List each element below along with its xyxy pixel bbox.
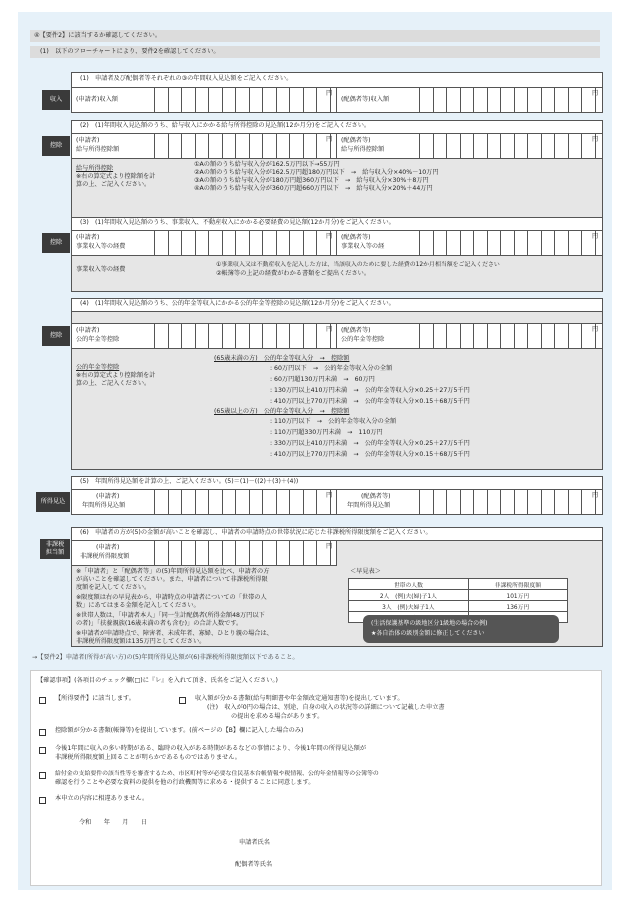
table-row [349, 601, 568, 612]
field-label: (配偶者等) [361, 493, 391, 500]
field-label: 給与所得控除額 [76, 146, 120, 153]
section-3-title: (3) (1)年間収入見込額のうち、事業収入、不動産収入にかかる必要経費の見込額(12か月分)をご記入ください。 [80, 219, 395, 226]
tooltip-line-1: (生活保護基準の級地区分1級地の場合の例) [371, 620, 488, 627]
confirmation-title: 【確認事項】(各項目のチェック欄(□)に『レ』を入れて頂き、氏名をご記入ください。) [37, 677, 278, 684]
yen-unit: 円 [592, 326, 599, 333]
deduction-document-label: 控除額が分かる書類(帳簿等)を提出しています。(前ページの【B】欄に記入した場合のみ) [55, 727, 304, 734]
income-document-label: 収入額が分かる書類(給与明細書や年金額改定通知書等)を提出しています。 [195, 695, 404, 702]
deduction-tag: 控除 [42, 233, 70, 253]
field-label: (申請者) [76, 234, 100, 241]
income-tag: 収入 [42, 90, 70, 110]
under65-rule-2: : 60万円超130万円未満 → 60万円 [270, 376, 375, 383]
consent-label: 給付金の支給要件の該当性等を審査するため、市区町村等が必要な住民基本台帳情報や税情報、公的年金情報等の公簿等の [55, 771, 379, 777]
income-document-checkbox[interactable] [179, 697, 186, 704]
yen-unit: 円 [326, 492, 333, 499]
income-requirement-checkbox[interactable] [39, 697, 46, 704]
application-form-page [18, 12, 612, 890]
field-label: (配偶者等) [341, 327, 371, 334]
table-header: 非課税所得限度額 [468, 579, 567, 590]
table-cell: 3人 (例)夫婦子1人 [349, 601, 469, 612]
yen-unit: 円 [592, 492, 599, 499]
field-label: 非課税所得限度額 [80, 553, 130, 560]
under65-rule-1: : 60万円以下 → 公的年金等収入分の全額 [270, 365, 393, 372]
under65-rule-4: : 410万円以上770万円未満 → 公的年金等収入分×0.15＋68万5千円 [270, 398, 470, 405]
s6-note-3: 度額を記入してください。 [76, 584, 151, 591]
table-cell: 101万円 [468, 590, 567, 601]
yen-unit: 円 [592, 90, 599, 97]
pension-note-line2: 算の上、ご記入ください。 [76, 380, 151, 387]
deduction-tag: 控除 [42, 136, 70, 156]
yen-unit: 円 [326, 543, 333, 550]
applicant-income-estimate-field[interactable] [71, 489, 337, 515]
confirmation-section [30, 670, 602, 886]
business-note-1: ①事業収入又は不動産収入を記入した方は、当該収入のために要した経費の12か月相当額をご記入ください [216, 262, 500, 268]
table-row [349, 590, 568, 601]
over65-rule-1: : 110万円以下 → 公的年金等収入分の全額 [270, 418, 397, 425]
under65-rule-3: : 130万円以上410万円未満 → 公的年金等収入分×0.25＋27万5千円 [270, 387, 470, 394]
section-2-title: (2) (1)年間収入見込額のうち、給与収入にかかる給与所得控除の見込額(12か月分)をご記入ください。 [80, 122, 371, 129]
applicant-pension-deduction-field[interactable] [71, 323, 337, 349]
digit-cells [154, 134, 331, 158]
field-label: 年間所得見込額 [82, 502, 126, 509]
salary-formula-4: ④Aの額のうち給与収入分が360万円超660万円以下 → 給与収入分×20%＋44万円 [194, 185, 433, 192]
tax-exempt-tag-line2: 担当額 [45, 549, 65, 556]
digit-cells [154, 324, 331, 348]
salary-note-line2: 算の上、ご記入ください。 [76, 181, 151, 188]
income-outlook-label: 今後1年間に収入の多い時期がある、臨時の収入がある時期があるなどの事情により、今後1年間の所得見込額が [55, 745, 367, 752]
spouse-income-field[interactable] [336, 87, 603, 113]
requirement-arrow-note: →【要件2】申請者(所得が高い方)の(5)年間所得見込額が(6)非課税所得限度額以下であること。 [32, 654, 299, 661]
field-label: 事業収入等の経 [341, 243, 385, 250]
header-title: ④【要件2】に該当するか確認してください。 [34, 32, 162, 39]
pension-note-line1: ※右の算定式より控除額を計 [76, 372, 156, 379]
applicant-income-field[interactable] [71, 87, 337, 113]
spouse-salary-deduction-field[interactable] [336, 133, 603, 159]
s6-note-2: が高いことを確認してください。また、申請者について非課税所得限 [76, 576, 268, 583]
digit-cells [419, 88, 599, 112]
salary-formula-3: ③Aの額のうち給与収入分が180万円超360万円以下 → 給与収入分×30%＋8万円 [194, 177, 429, 184]
yen-unit: 円 [326, 136, 333, 143]
income-estimate-tag: 所得見込 [36, 492, 70, 512]
section-4-title: (4) (1)年間収入見込額のうち、公的年金等収入にかかる公的年金等控除の見込額(12か月分)をご記入ください。 [80, 300, 395, 307]
over65-rule-4: : 410万円以上770万円未満 → 公的年金等収入分×0.15＋68万5千円 [270, 451, 470, 458]
over65-rule-3: : 330万円以上410万円未満 → 公的年金等収入分×0.25＋27万5千円 [270, 440, 470, 447]
table-cell: 2人 (例)夫(婦)子1人 [349, 590, 469, 601]
s6-note-5: 数」にあてはまる金額を記入してください。 [76, 602, 200, 609]
section-1-title: (1) 申請者及び配偶者等それぞれの③の年間収入見込額をご記入ください。 [80, 75, 293, 82]
digit-cells [419, 134, 599, 158]
tax-exempt-limit-field[interactable] [71, 540, 337, 566]
s6-note-6: ※世帯人数は、「申請者本人」「同一生計配偶者(所得金額48万円以下 [76, 612, 265, 619]
digit-cells [419, 324, 599, 348]
tax-exempt-tag-line1: 非課税 [45, 541, 65, 548]
tooltip-note [363, 615, 559, 643]
applicant-name-label: 申請者氏名 [239, 839, 270, 846]
s6-note-1: ※「申請者」と「配偶者等」の(5)年間所得見込額を比べ、申請者の方 [76, 568, 270, 575]
business-note-2: ②帳簿等の上記の経費がわかる書類をご提出ください。 [216, 270, 371, 277]
yen-unit: 円 [592, 233, 599, 240]
field-label: 事業収入等の経費 [76, 243, 126, 250]
deduction-tag: 控除 [42, 326, 70, 346]
digit-cells [154, 231, 331, 255]
field-label: (配偶者等) [341, 234, 371, 241]
deduction-document-checkbox[interactable] [39, 729, 46, 736]
salary-note-line1: ※右の算定式より控除額を計 [76, 173, 156, 180]
spouse-pension-deduction-field[interactable] [336, 323, 603, 349]
income-requirement-label: 【所得要件】に該当します。 [55, 695, 135, 702]
salary-formula-2: ②Aの額のうち給与収入分が162.5万円超180万円以下 → 給与収入分×40%－10万円 [194, 169, 439, 176]
table-cell: 136万円 [468, 601, 567, 612]
yen-unit: 円 [592, 136, 599, 143]
table-header: 世帯の人数 [349, 579, 469, 590]
income-note-2: の提出を求める場合があります。 [231, 713, 324, 720]
over65-heading: (65歳以上の方) 公的年金等収入分 → 控除額 [214, 408, 350, 415]
applicant-business-expense-field[interactable] [71, 230, 337, 256]
field-label: 公的年金等控除 [76, 336, 120, 343]
date-line[interactable]: 令和 年 月 日 [79, 819, 148, 826]
digit-cells [154, 541, 331, 565]
tooltip-line-2: ★各自治体の級別金額に修正してください [371, 630, 485, 637]
s6-note-9: 非課税所得限度額は135万円としてください。 [76, 638, 206, 645]
field-label: 給与所得控除額 [341, 146, 385, 153]
digit-cells [419, 490, 599, 514]
consent-checkbox[interactable] [39, 772, 46, 779]
spouse-income-label: (配偶者等)収入額 [341, 96, 390, 103]
field-label: (配偶者等) [341, 137, 371, 144]
section-6-title: (6) 申請者の方が(5)の金額が高いことを確認し、申請者の申請時点の世帯状況に応じた非課税所得限度額をご記入ください。 [80, 529, 432, 536]
digit-cells [419, 231, 599, 255]
income-outlook-checkbox[interactable] [39, 747, 46, 754]
field-label: 公的年金等控除 [341, 336, 385, 343]
spouse-business-expense-field[interactable] [336, 230, 603, 256]
yen-unit: 円 [326, 326, 333, 333]
intro-text: (1) 以下のフローチャートにより、要件2を確認してください。 [40, 48, 220, 55]
yen-unit: 円 [326, 233, 333, 240]
business-note-title: 事業収入等の経費 [76, 266, 126, 273]
consent-label-2: 確認を行うことや必要な資料の提供を他の行政機関等に求める・提供することに同意します。 [55, 779, 315, 786]
income-outlook-label-2: 非課税所得限度額上回ることが明らかであるものではありません。 [55, 754, 241, 761]
spouse-income-estimate-field[interactable] [336, 489, 603, 515]
tax-exempt-tag [40, 539, 70, 559]
field-label: (申請者) [76, 327, 100, 334]
yen-unit: 円 [326, 90, 333, 97]
s6-note-8: ※申請者が申請時点で、障害者、未成年者、寡婦、ひとり親の場合は、 [76, 630, 273, 637]
quick-table-title: ＜早見表＞ [350, 568, 381, 575]
field-label: (申請者) [76, 137, 100, 144]
digit-cells [154, 88, 331, 112]
salary-formula-1: ①Aの額のうち給与収入分が162.5万円以下→55万円 [194, 161, 340, 168]
under65-heading: (65歳未満の方) 公的年金等収入分 → 控除額 [214, 355, 350, 362]
applicant-income-label: (申請者)収入額 [76, 96, 118, 103]
over65-rule-2: : 110万円超330万円未満 → 110万円 [270, 429, 383, 436]
income-note-1: (注) 収入が0円の場合は、別途、自身の収入の状況等の詳細について記載した申立書 [207, 704, 445, 711]
field-label: 年間所得見込額 [347, 502, 391, 509]
salary-note-title: 給与所得控除 [76, 165, 114, 172]
truthfulness-checkbox[interactable] [39, 797, 46, 804]
truthfulness-label: 本申立の内容に相違ありません。 [55, 795, 149, 802]
s6-note-4: ※限度額は右の早見表から、申請時点の申請者についての「世帯の人 [76, 594, 267, 601]
section-5-title: (5) 年間所得見込額を計算の上、ご記入ください。(5)＝(1)－((2)＋(3)＋(4)) [80, 478, 299, 485]
pension-note-title: 公的年金等控除 [76, 364, 120, 371]
applicant-salary-deduction-field[interactable] [71, 133, 337, 159]
field-label: (申請者) [96, 493, 120, 500]
digit-cells [154, 490, 331, 514]
field-label: (申請者) [96, 544, 120, 551]
spouse-name-label: 配偶者等氏名 [235, 861, 273, 868]
s6-note-7: の者)」「扶養親族(16歳未満の者も含む)」の合計人数です。 [76, 620, 243, 627]
